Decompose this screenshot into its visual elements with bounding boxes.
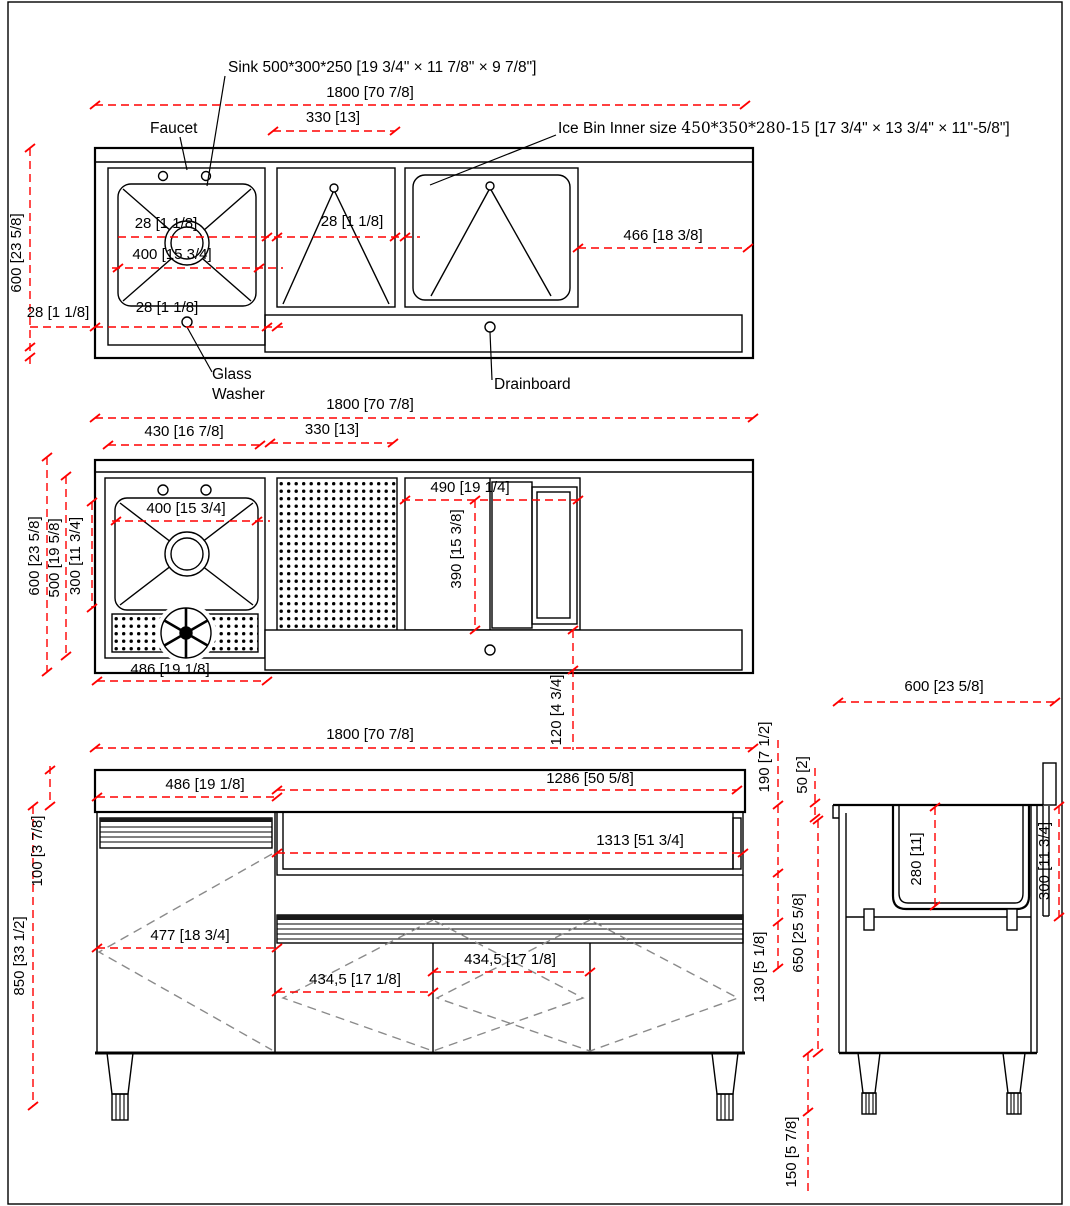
dim-150: 150 [5 7/8]: [783, 1116, 800, 1188]
ice-bin-label-metric: 450*350*280-15: [681, 119, 811, 137]
leg: [107, 1053, 133, 1094]
dim-486-mid: 486 [19 1/8]: [130, 661, 210, 678]
dim-28-bottom: 28 [1 1/8]: [135, 299, 199, 316]
dim-1800-top: 1800 [70 7/8]: [326, 84, 414, 101]
dim-190: 190 [7 1/2]: [756, 721, 773, 793]
dim-600-mid: 600 [23 5/8]: [26, 516, 43, 596]
dim-300-side: 300 [11 3/4]: [1036, 821, 1053, 901]
mid-plan-view: [95, 460, 753, 673]
dim-466: 466 [18 3/8]: [623, 227, 703, 244]
faucet-label: Faucet: [150, 120, 198, 137]
perforated-drainboard-insert: [277, 478, 397, 632]
dim-28-middle: 28 [1 1/8]: [320, 213, 384, 230]
dim-400-top: 400 [15 3/4]: [132, 246, 212, 263]
ice-bin-sliding-lid: [492, 482, 532, 628]
sheet-border: [8, 2, 1062, 1204]
leg: [1003, 1053, 1025, 1093]
drainboard-plan2: [265, 630, 742, 670]
drainboard-label: Drainboard: [494, 376, 571, 393]
louver-vent: [100, 818, 272, 848]
dim-28-sink: 28 [1 1/8]: [134, 215, 198, 232]
dim-400-mid: 400 [15 3/4]: [146, 500, 226, 517]
dim-1313: 1313 [51 3/4]: [596, 832, 684, 849]
dim-280: 280 [11]: [908, 832, 925, 886]
dim-1800-mid: 1800 [70 7/8]: [326, 396, 414, 413]
backsplash: [1043, 763, 1056, 805]
dim-100: 100 [3 7/8]: [29, 815, 46, 887]
dim-477: 477 [18 3/4]: [150, 927, 230, 944]
dim-1800-front: 1800 [70 7/8]: [326, 726, 414, 743]
glass-washer-hole: [182, 317, 192, 327]
faucet-hole: [201, 485, 211, 495]
dim-600-side: 600 [23 5/8]: [904, 678, 984, 695]
dim-650: 650 [25 5/8]: [790, 893, 807, 973]
faucet-hole: [159, 172, 168, 181]
glass-washer-label: Glass: [212, 366, 252, 383]
ice-bin-label-imperial: [17 3/4" × 13 3/4" × 11"-5/8"]: [810, 120, 1010, 137]
dim-500: 500 [19 5/8]: [46, 518, 63, 598]
dim-390: 390 [15 3/8]: [448, 509, 465, 589]
faucet-hole: [158, 485, 168, 495]
side-elevation-view: [833, 763, 1056, 1114]
ice-bin-label: [558, 119, 1010, 137]
dim-130: 130 [5 1/8]: [751, 931, 768, 1003]
dim-850: 850 [33 1/2]: [11, 916, 28, 996]
dim-300-mid: 300 [11 3/4]: [67, 516, 84, 596]
dim-434-5-right: 434,5 [17 1/8]: [464, 951, 556, 968]
dim-330-top: 330 [13]: [305, 109, 361, 126]
dim-430: 430 [16 7/8]: [144, 423, 224, 440]
door-swing-marks: [99, 854, 738, 1051]
dim-486-front: 486 [19 1/8]: [165, 776, 245, 793]
dim-490: 490 [19 1/4]: [430, 479, 510, 496]
ice-bin-label-prefix: Ice Bin Inner size: [558, 120, 682, 137]
glass-washer-label2: Washer: [212, 386, 265, 403]
dim-600-top: 600 [23 5/8]: [8, 213, 25, 293]
dim-50: 50 [2]: [794, 756, 811, 794]
drainboard-plan: [265, 315, 742, 352]
dim-28-left: 28 [1 1/8]: [26, 304, 90, 321]
front-elevation-view: [95, 770, 745, 1120]
dim-1286: 1286 [50 5/8]: [546, 770, 634, 787]
dim-120: 120 [4 3/4]: [548, 674, 565, 746]
leg: [712, 1053, 738, 1094]
sink-label: Sink 500*300*250 [19 3/4" × 11 7/8" × 9 7/8"]: [228, 59, 537, 76]
dim-330-mid: 330 [13]: [304, 421, 360, 438]
drainboard-hole: [485, 322, 495, 332]
leg: [858, 1053, 880, 1093]
dim-434-5-left: 434,5 [17 1/8]: [309, 971, 401, 988]
